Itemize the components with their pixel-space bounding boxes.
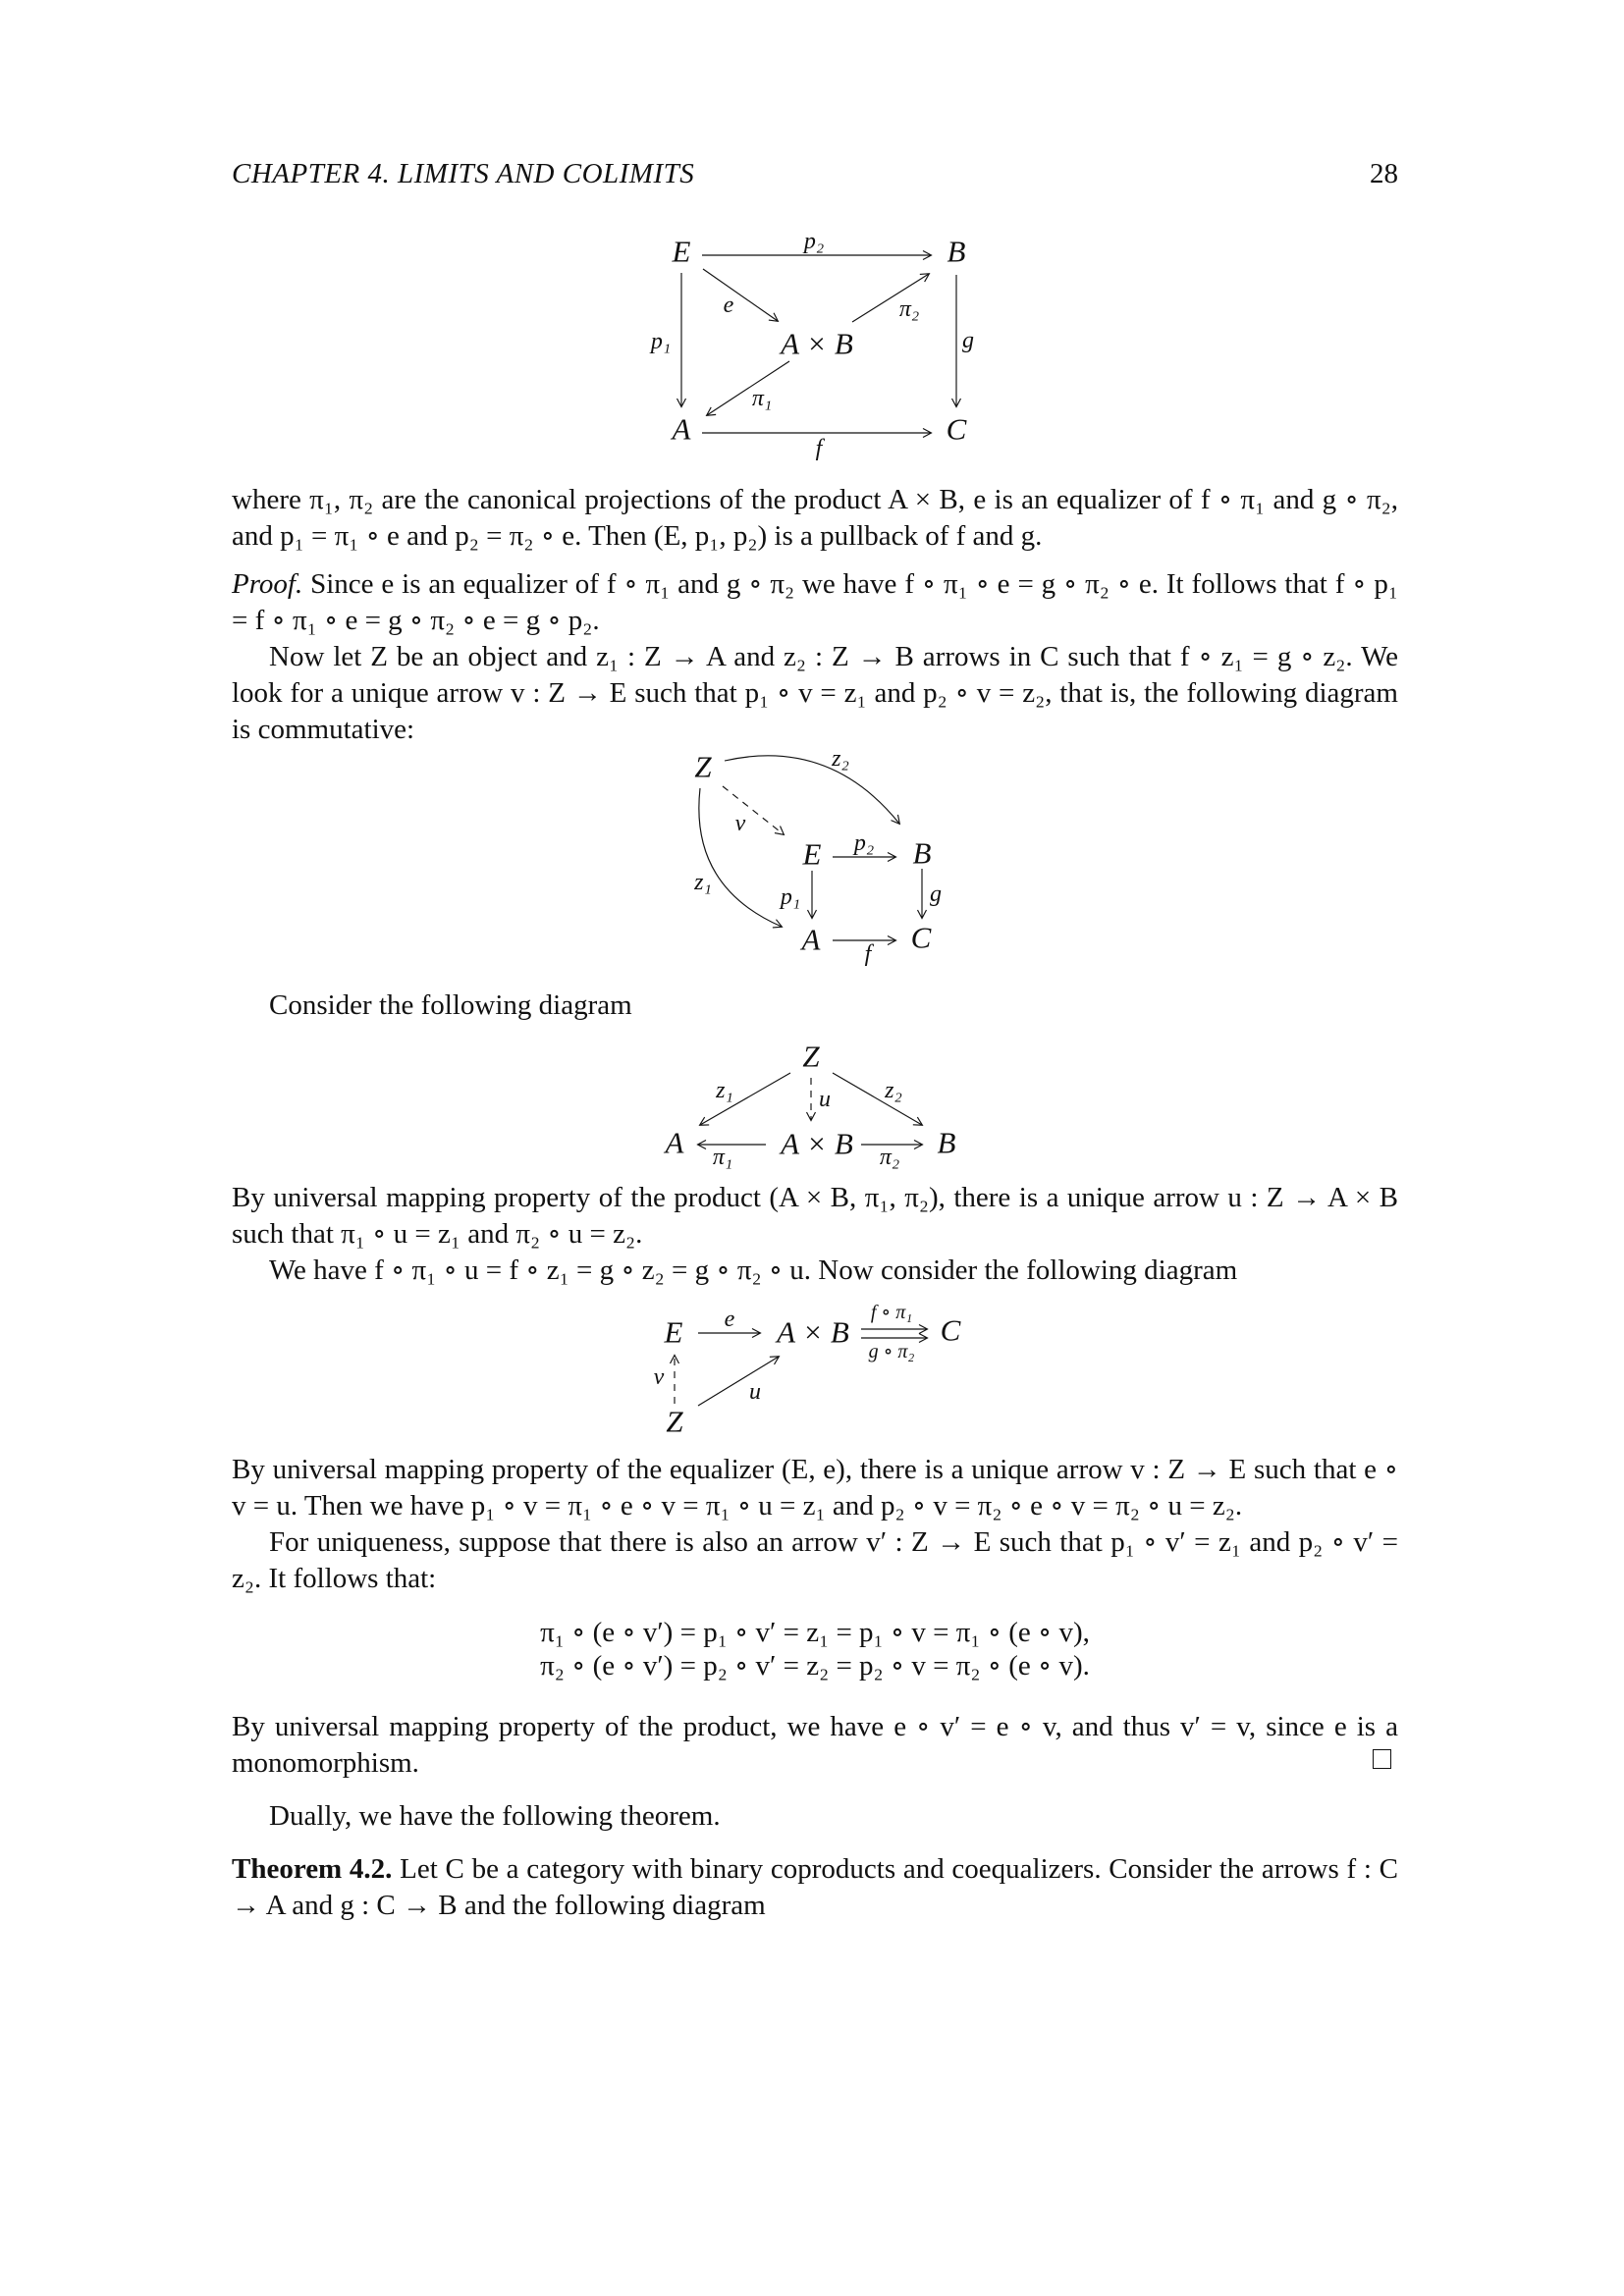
node-Z: Z <box>802 1039 820 1074</box>
paragraph-consider: Consider the following diagram <box>269 989 632 1021</box>
paragraph-projections: where π₁, π₂ are the canonical projections of the product A × B, e is an equalizer of f ∘ π₁ and g ∘ π₂, and p₁ = π₁ ∘ e and p₂ = π₂ ∘ e. Then (E, p₁, p₂) is a pullback of f and g. <box>232 484 1398 552</box>
edge-label-f: f <box>864 941 872 967</box>
diagram-universal-arrow-arrows <box>648 741 943 967</box>
node-Z: Z <box>694 749 712 784</box>
paragraph-ump-product: By universal mapping property of the product (A × B, π₁, π₂), there is a unique arrow u : Z → A × B such that π₁ ∘ u = z₁ and π₂ ∘ u = z₂. <box>232 1182 1398 1250</box>
diagram-product <box>643 1041 967 1168</box>
proof-text-1: Since e is an equalizer of f ∘ π₁ and g ∘ π₂ we have f ∘ π₁ ∘ e = g ∘ π₂ ∘ e. It follows that f ∘ p₁ = f ∘ π₁ ∘ e = g ∘ π₂ ∘ e = g ∘ p₂. <box>232 568 1398 636</box>
arrow-E-to-AxB <box>703 269 778 321</box>
node-C: C <box>940 1312 961 1348</box>
theorem-label: Theorem 4.2. <box>232 1853 393 1885</box>
edge-label-p2: p₂ <box>803 229 825 254</box>
paragraph-ump-equalizer: By universal mapping property of the equalizer (E, e), there is a unique arrow v : Z → E such that e ∘ v = u. Then we have p₁ ∘ v = π₁ ∘ e ∘ v = π₁ ∘ u = z₁ and p₂ ∘ v = π₂ ∘ e ∘ v = π₂ ∘ u = z₂. <box>232 1454 1398 1522</box>
arrow-Z-to-A <box>700 1073 790 1125</box>
paragraph-conclusion: By universal mapping property of the product, we have e ∘ v′ = e ∘ v, and thus v′ = v, since e is a monomorphism. <box>232 1711 1398 1779</box>
node-Z: Z <box>666 1404 683 1439</box>
arrow-Z-to-AxB <box>698 1357 779 1406</box>
edge-label-p2: p₂ <box>853 830 875 856</box>
edge-label-z1: z₁ <box>694 870 712 895</box>
paragraph-dually: Dually, we have the following theorem. <box>269 1800 721 1832</box>
edge-label-z2: z₂ <box>885 1078 902 1103</box>
proof-label: Proof. <box>232 568 303 600</box>
arrow-Z-to-B <box>833 1073 922 1125</box>
paragraph-proof-start <box>232 566 1398 639</box>
edge-label-pi1: π₁ <box>712 1145 733 1170</box>
node-B: B <box>912 835 932 871</box>
edge-label-u: u <box>749 1379 761 1405</box>
edge-label-e: e <box>724 1307 735 1332</box>
node-E: E <box>664 1314 683 1350</box>
paragraph-proof-z: Now let Z be an object and z₁ : Z → A and z₂ : Z → B arrows in C such that f ∘ z₁ = g ∘ z₂. We look for a unique arrow v : Z → E such that p₁ ∘ v = z₁ and p₂ ∘ v = z₂, that is, the following diagram is commutative: <box>232 641 1398 745</box>
node-AxB: A × B <box>781 326 853 361</box>
arrow-Z-to-E-dashed <box>723 786 784 834</box>
node-B: B <box>937 1125 956 1160</box>
edge-label-pi2: π₂ <box>898 296 920 322</box>
theorem-body: Let C be a category with binary coproducts and coequalizers. Consider the arrows f : C → A and g : C → B and the following diagram <box>232 1853 1398 1921</box>
diagram-universal-arrow <box>648 741 943 967</box>
edge-label-p1: p₁ <box>650 329 672 354</box>
edge-label-v: v <box>734 811 746 836</box>
edge-label-pi1: π₁ <box>751 386 773 411</box>
node-C: C <box>910 920 932 955</box>
equation-2: π₂ ∘ (e ∘ v′) = p₂ ∘ v′ = z₂ = p₂ ∘ v = π₂ ∘ (e ∘ v). <box>540 1650 1090 1682</box>
paragraph-we-have: We have f ∘ π₁ ∘ u = f ∘ z₁ = g ∘ z₂ = g ∘ π₂ ∘ u. Now consider the following diagram <box>269 1255 1238 1286</box>
edge-label-f-pi1: f ∘ π₁ <box>870 1302 913 1323</box>
equation-1: π₁ ∘ (e ∘ v′) = p₁ ∘ v′ = z₁ = p₁ ∘ v = π₁ ∘ (e ∘ v), <box>540 1617 1090 1648</box>
displayed-equations <box>232 1616 1398 1682</box>
edge-label-z1: z₁ <box>716 1078 733 1103</box>
edge-label-g-pi2: g ∘ π₂ <box>868 1341 915 1362</box>
node-B: B <box>947 234 966 269</box>
arrow-Z-to-B-curved <box>725 756 899 824</box>
edge-label-z2: z₂ <box>832 746 849 772</box>
chapter-header: CHAPTER 4. LIMITS AND COLIMITS <box>232 158 695 189</box>
diagram-equalizer <box>633 1302 967 1439</box>
edge-label-u: u <box>819 1087 831 1112</box>
qed-box <box>1373 1749 1391 1769</box>
node-E: E <box>672 234 691 269</box>
node-A: A <box>672 411 691 447</box>
edge-label-e: e <box>723 293 734 318</box>
node-AxB: A × B <box>781 1126 853 1161</box>
node-AxB: A × B <box>777 1314 849 1350</box>
node-C: C <box>946 411 967 447</box>
paragraph-theorem <box>232 1851 1398 1924</box>
node-A: A <box>665 1125 684 1160</box>
arrow-Z-to-A-curved <box>699 788 782 927</box>
running-head <box>232 156 1398 192</box>
edge-label-f: f <box>815 436 823 461</box>
edge-label-pi2: π₂ <box>879 1145 900 1170</box>
paragraph-uniqueness: For uniqueness, suppose that there is also an arrow v′ : Z → E such that p₁ ∘ v′ = z₁ and p₂ ∘ v′ = z₂. It follows that: <box>232 1526 1398 1594</box>
edge-label-g: g <box>962 328 974 353</box>
edge-label-g: g <box>930 881 942 907</box>
arrow-AxB-to-A <box>707 361 789 415</box>
node-E: E <box>802 836 822 872</box>
page-number: 28 <box>1370 158 1398 189</box>
edge-label-v: v <box>653 1364 665 1390</box>
node-A: A <box>801 922 821 957</box>
edge-label-p1: p₁ <box>780 884 801 910</box>
diagram-pullback <box>628 231 982 461</box>
